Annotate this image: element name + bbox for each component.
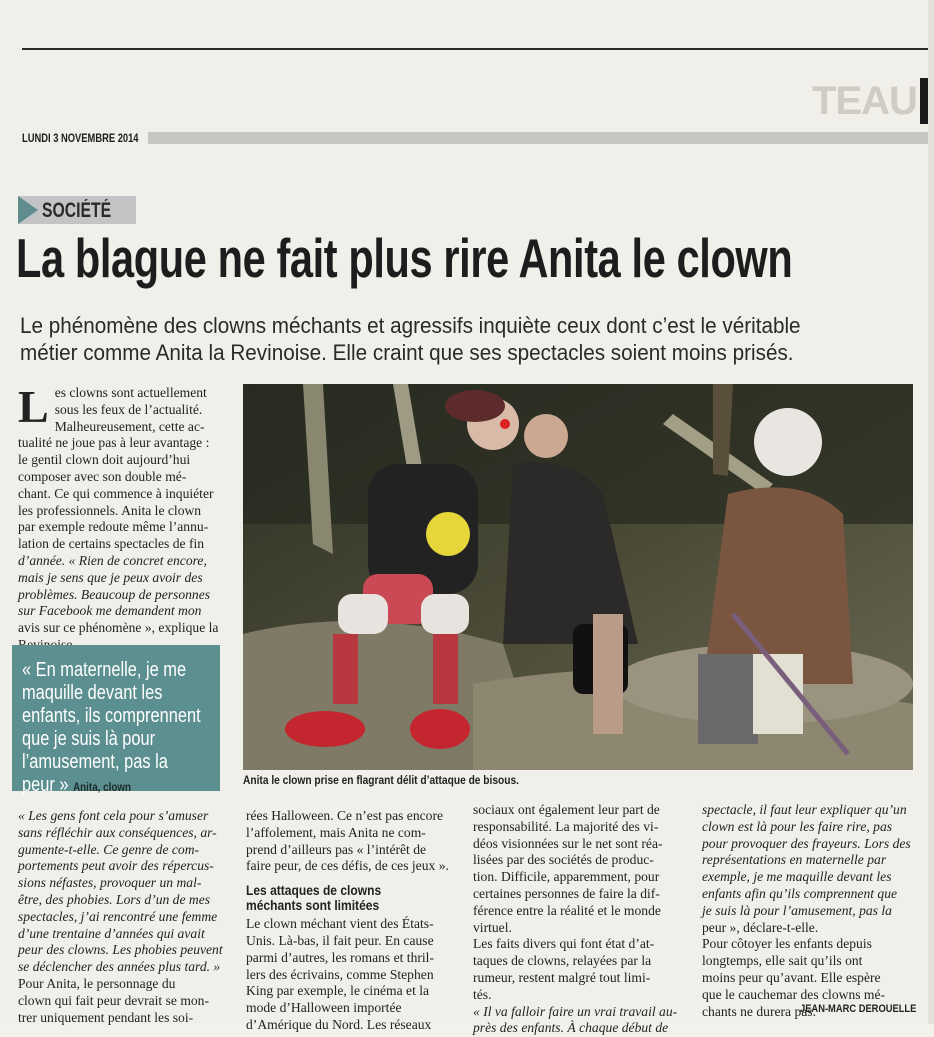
- photo-illustration: [243, 384, 913, 770]
- text-line: composer avec son double mé-: [18, 468, 187, 484]
- text-line: Pour Anita, le personnage du: [18, 975, 176, 991]
- text-line: parmi d’autres, les romans et thril-: [246, 949, 434, 965]
- text-line: sans réfléchir aux conséquences, ar-: [18, 824, 217, 840]
- text-line: virtuel.: [473, 919, 512, 935]
- text-line: mode d’Halloween importée: [246, 1000, 402, 1016]
- text-line: es clowns sont actuellement: [54, 385, 207, 400]
- pull-quote-text: [22, 659, 210, 799]
- text-line: tualité ne joue pas à leur avantage :: [18, 435, 210, 451]
- column-2: [246, 808, 449, 1034]
- quote-line: l’amusement, pas la: [22, 751, 168, 773]
- quote-line: que je suis là pour: [22, 728, 156, 750]
- text-line: King par exemple, le cinéma et la: [246, 983, 430, 999]
- quote-line: « En maternelle, je me: [22, 659, 187, 681]
- text-line: le gentil clown doit aujourd’hui: [18, 452, 191, 468]
- text-line: faire peur, de ces défis, de ces jeux ».: [246, 858, 449, 874]
- text-line: lation de certains spectacles de fin: [18, 536, 205, 552]
- text-line: rées Halloween. Ce n’est pas encore: [246, 808, 444, 823]
- subheading-line: méchants sont limitées: [246, 897, 380, 914]
- photo-caption: Anita le clown prise en flagrant délit d’attaque de bisous.: [243, 773, 520, 787]
- text-line: gumente-t-elle. Ce genre de com-: [18, 841, 200, 857]
- text-line: sions néfastes, provoquer un mal-: [18, 875, 202, 891]
- standfirst: [20, 312, 920, 366]
- standfirst-line: Le phénomène des clowns méchants et agressifs inquiète ceux dont c’est le véritable: [20, 313, 801, 338]
- text-line: clown qui fait peur devrait se mon-: [18, 992, 210, 1008]
- text-line: je suis là pour l’amusement, pas la: [702, 902, 892, 918]
- text-line: l’affolement, mais Anita ne com-: [246, 824, 426, 840]
- text-line: sous les feux de l’actualité.: [54, 401, 203, 417]
- page-edge: [928, 0, 934, 1024]
- text-line: être, des phobies. Lors d’un de mes: [18, 891, 211, 907]
- text-line: taques de clowns, relayées par la: [473, 953, 652, 969]
- column-1-bottom: [18, 808, 223, 1026]
- text-line: spectacle, il faut leur expliquer qu’un: [702, 802, 907, 817]
- subheading: [246, 883, 418, 913]
- headline: La blague ne fait plus rire Anita le clown: [16, 227, 793, 289]
- text-line: portements peut avoir des répercus-: [18, 858, 214, 874]
- text-line: « Les gens font cela pour s’amuser: [18, 808, 209, 823]
- text-line: Pour côtoyer les enfants depuis: [702, 936, 872, 952]
- pull-quote: [12, 645, 220, 796]
- text-line: problèmes. Beaucoup de personnes: [18, 586, 211, 602]
- date-rule: [148, 132, 934, 144]
- text-line: rumeur, restent malgré tout limi-: [473, 969, 651, 985]
- text-line: que le cauchemar des clowns mé-: [702, 986, 886, 1002]
- text-line: exemple, je me maquille devant les: [702, 869, 892, 885]
- column-4: [702, 802, 917, 1020]
- text-line: sur Facebook me demandent mon: [18, 603, 202, 619]
- quote-line: enfants, ils comprennent: [22, 705, 201, 727]
- text-line: chants ne durera pas.: [702, 1003, 816, 1019]
- text-line: trer uniquement pendant les soi-: [18, 1009, 194, 1025]
- text-line: d’année. « Rien de concret encore,: [18, 552, 207, 568]
- text-line: responsabilité. La majorité des vi-: [473, 818, 659, 834]
- text-line: d’une trentaine d’années qui avait: [18, 925, 205, 941]
- text-line: férence entre la réalité et le monde: [473, 902, 661, 918]
- text-line: peur », déclare-t-elle.: [702, 919, 819, 935]
- text-line: déos visionnées sur le net sont réa-: [473, 835, 663, 851]
- text-line: longtemps, elle sait qu’ils ont: [702, 953, 863, 969]
- text-line: Malheureusement, cette ac-: [54, 418, 205, 434]
- text-line: mais je sens que je peux avoir des: [18, 569, 203, 585]
- text-line: « Il va falloir faire un vrai travail au-: [473, 1003, 678, 1019]
- text-line: sociaux ont également leur part de: [473, 802, 660, 817]
- text-line: près des enfants. À chaque début de: [473, 1020, 669, 1036]
- text-line: par exemple redoute même l’annu-: [18, 519, 209, 535]
- text-line: certaines personnes de faire la dif-: [473, 885, 660, 901]
- column-1-top: [18, 381, 230, 654]
- text-line: prend d’ailleurs pas « l’intérêt de: [246, 841, 427, 857]
- article-photo: [243, 384, 913, 770]
- text-line: d’Amérique du Nord. Les réseaux: [246, 1016, 432, 1032]
- rubric-triangle: [18, 196, 38, 224]
- text-line: peur des clowns. Les phobies peuvent: [18, 942, 223, 958]
- text-line: Le clown méchant vient des États-: [246, 916, 434, 932]
- text-line: enfants afin qu’ils comprennent que: [702, 885, 898, 901]
- text-line: Les faits divers qui font état d’at-: [473, 936, 655, 952]
- quote-attribution: Anita, clown: [73, 780, 132, 794]
- subheading-line: Les attaques de clowns: [246, 882, 382, 899]
- quote-line: peur »: [22, 774, 69, 796]
- text-line: lisées par des sociétés de produc-: [473, 852, 654, 868]
- quote-line: maquille devant les: [22, 682, 163, 704]
- text-line: clown est là pour les faire rire, pas: [702, 818, 893, 834]
- text-line: tion. Difficile, apparemment, pour: [473, 869, 660, 885]
- text-line: chant. Ce qui commence à inquiéter: [18, 485, 214, 501]
- text-line: lers des écrivains, comme Stephen: [246, 966, 434, 982]
- text-line: se déclencher des années plus tard. »: [18, 959, 221, 975]
- text-line: pour provoquer des frayeurs. Lors des: [702, 835, 911, 851]
- text-line: les professionnels. Anita le clown: [18, 502, 202, 518]
- dropcap: L: [18, 381, 49, 432]
- text-line: tés.: [473, 986, 492, 1002]
- text-line: spectacles, j’ai rencontré une femme: [18, 908, 218, 924]
- column-3: [473, 802, 683, 1037]
- standfirst-line: métier comme Anita la Revinoise. Elle craint que ses spectacles soient moins prisés.: [20, 340, 794, 365]
- byline: JEAN-MARC DEROUELLE: [800, 1003, 917, 1015]
- section-marker: TEAU: [812, 79, 917, 123]
- top-rule: [22, 48, 934, 50]
- rubric-label: SOCIÉTÉ: [42, 199, 112, 222]
- text-line: représentations en maternelle par: [702, 852, 887, 868]
- text-line: moins peur qu’avant. Elle espère: [702, 969, 881, 985]
- issue-date: LUNDI 3 NOVEMBRE 2014: [22, 131, 139, 145]
- text-line: avis sur ce phénomène », explique la: [18, 620, 219, 636]
- text-line: Unis. Là-bas, il fait peur. En cause: [246, 932, 434, 948]
